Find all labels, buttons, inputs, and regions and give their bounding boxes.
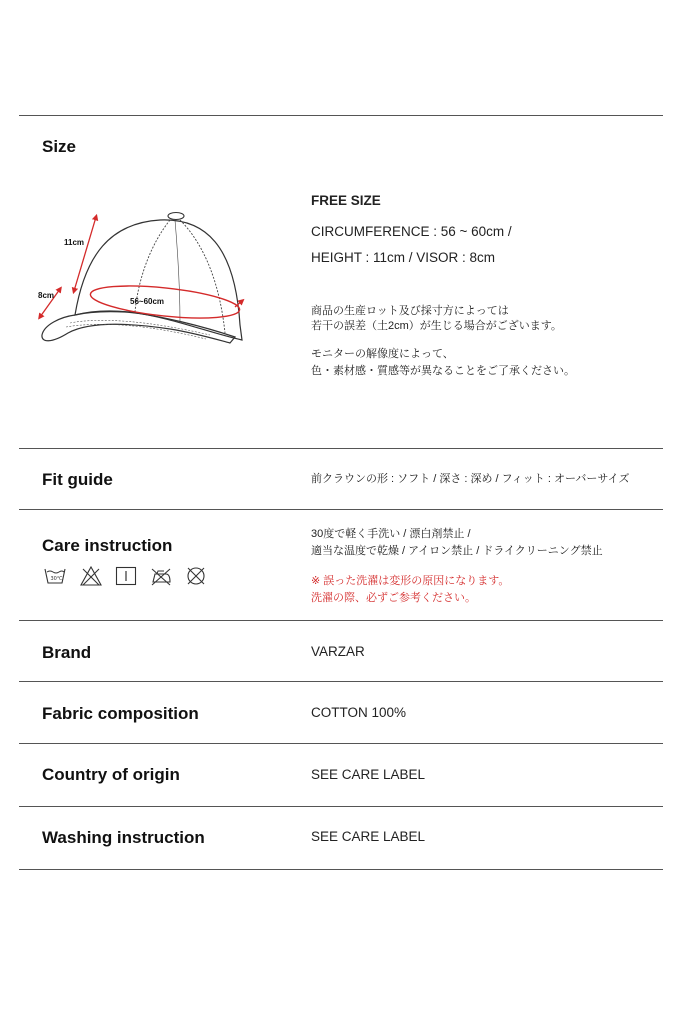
cap-diagram (30, 205, 250, 355)
cap-seam (175, 220, 180, 323)
height-arrow (74, 217, 96, 291)
no-dry-clean-icon (185, 566, 207, 586)
care-line1: 30度で軽く手洗い / 漂白剤禁止 / (311, 528, 471, 540)
no-bleach-icon (80, 566, 102, 586)
care-warning-line1: ※ 誤った洗濯は変形の原因になります。 (311, 575, 510, 587)
care-heading: Care instruction (42, 536, 173, 555)
dry-icon (115, 566, 137, 586)
divider (19, 115, 663, 116)
cap-button (168, 213, 184, 220)
size-heading: Size (42, 137, 77, 156)
no-iron-icon (150, 566, 172, 586)
brand-heading: Brand (42, 643, 92, 662)
cap-crown-outline (75, 220, 242, 340)
origin-heading: Country of origin (42, 765, 180, 784)
divider (19, 509, 663, 510)
fit-guide-value: 前クラウンの形 : ソフト / 深さ : 深め / フィット : オーバーサイズ (311, 473, 630, 485)
monitor-note-line2: 色・素材感・質感等が異なることをご了承ください。 (311, 365, 575, 377)
circumference-label: 56~60cm (130, 297, 165, 306)
height-visor-text: HEIGHT : 11cm / VISOR : 8cm (311, 250, 496, 265)
hand-wash-30-icon (44, 566, 66, 586)
divider (19, 620, 663, 621)
circumference-text: CIRCUMFERENCE : 56 ~ 60cm / (311, 224, 512, 239)
fit-guide-heading: Fit guide (42, 470, 113, 489)
care-warning-line2: 洗濯の際、必ずご参考ください。 (311, 592, 476, 604)
origin-value: SEE CARE LABEL (311, 767, 426, 782)
divider (19, 869, 663, 870)
lot-note-line1: 商品の生産ロット及び採寸方によっては (311, 305, 509, 317)
circumference-ellipse (89, 280, 241, 324)
washing-value: SEE CARE LABEL (311, 829, 426, 844)
cap-seam (180, 220, 225, 333)
free-size-title: FREE SIZE (311, 193, 381, 208)
brand-value: VARZAR (311, 644, 365, 659)
svg-text:30℃: 30℃ (50, 576, 63, 582)
washing-heading: Washing instruction (42, 828, 205, 847)
fabric-value: COTTON 100% (311, 705, 407, 720)
care-line2: 適当な温度で乾燥 / アイロン禁止 / ドライクリーニング禁止 (311, 545, 603, 557)
divider (19, 448, 663, 449)
lot-note-line2: 若干の誤差（土2cm）が生じる場合がございます。 (311, 320, 562, 332)
height-label: 11cm (64, 238, 85, 247)
visor-label: 8cm (38, 291, 55, 300)
cap-visor (42, 312, 235, 343)
fabric-heading: Fabric composition (42, 704, 199, 723)
divider (19, 743, 663, 744)
divider (19, 681, 663, 682)
divider (19, 806, 663, 807)
monitor-note-line1: モニターの解像度によって、 (311, 348, 454, 360)
